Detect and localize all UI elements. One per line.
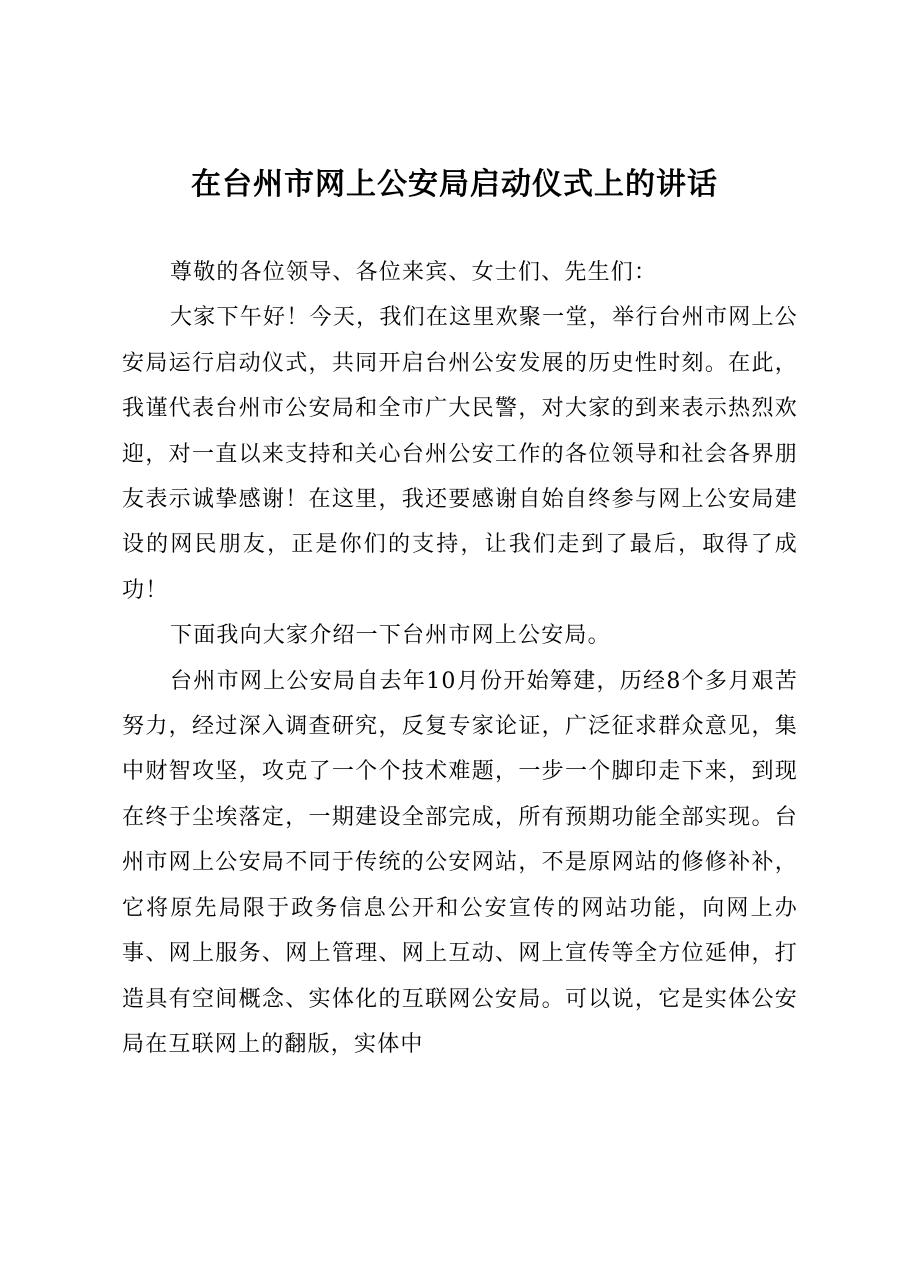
salutation-paragraph: 尊敬的各位领导、各位来宾、女士们、先生们： [170, 260, 658, 285]
document-title: 在台州市网上公安局启动仪式上的讲话 [191, 167, 718, 202]
greeting-paragraph: 大家下午好！今天，我们在这里欢聚一堂，举行台州市网上公安局运行启动仪式，共同开启台州公安发展的历史性时刻。在此，我谨代表台州市公安局和全市广大民警，对大家的到来表示热烈欢迎，对一直以来支持和关心台州公安工作的各位领导和社会各界朋友表示诚挚感谢！在这里，我还要感谢自始自终参与网上公安局建设的网民朋友，正是你们的支持，让我们走到了最后，取得了成功！ [122, 305, 798, 603]
description-paragraph: 台州市网上公安局自去年10月份开始筹建，历经8个多月艰苦努力，经过深入调查研究，反复专家论证，广泛征求群众意见，集中财智攻坚，攻克了一个个技术难题，一步一个脚印走下来，到现在终于尘埃落定，一期建设全部完成，所有预期功能全部实现。台州市网上公安局不同于传统的公安网站，不是原网站的修修补补，它将原先局限于政务信息公开和公安宣传的网站功能，向网上办事、网上服务、网上管理、网上互动、网上宣传等全方位延伸，打造具有空间概念、实体化的互联网公安局。可以说，它是实体公安局在互联网上的翻版，实体中 [122, 668, 798, 1057]
document-body [122, 250, 798, 1067]
intro-paragraph: 下面我向大家介绍一下台州市网上公安局。 [170, 623, 611, 649]
